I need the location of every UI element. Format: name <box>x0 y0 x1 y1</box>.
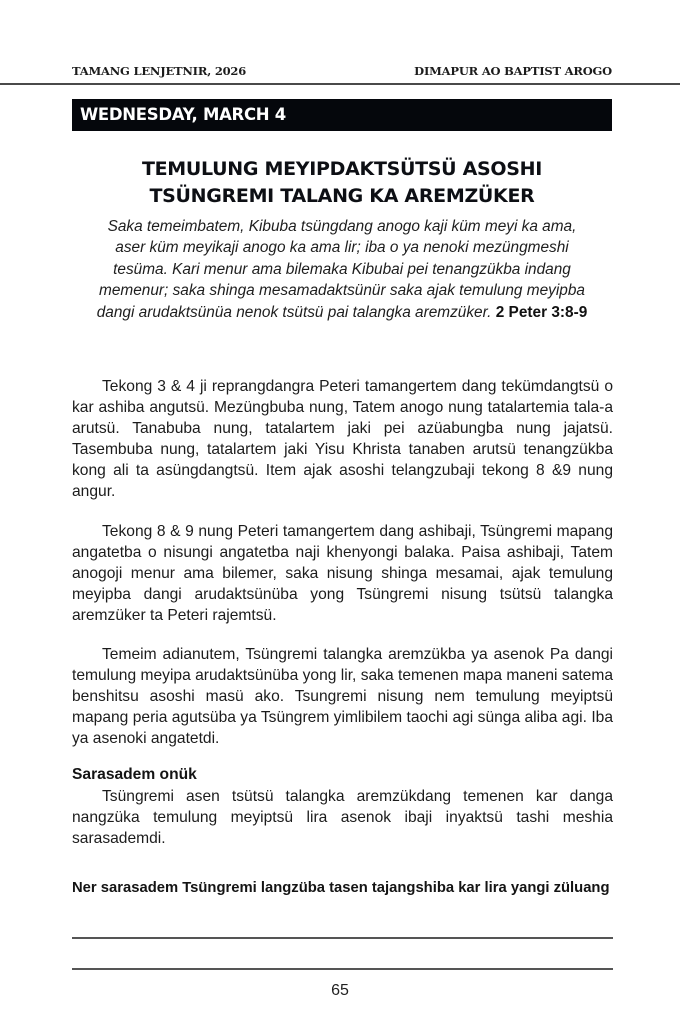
day-banner: WEDNESDAY, MARCH 4 <box>72 99 612 131</box>
running-header <box>72 64 612 78</box>
verse-reference: 2 Peter 3:8-9 <box>495 303 588 321</box>
paragraph-text: Tsüngremi asen tsütsü talangka aremzükdang temenen kar danga nangzüka temulung meyiptsü lira asenok ibaji inyaktsü tashi meshia sarasademdi. <box>72 788 613 847</box>
page-number: 65 <box>331 982 349 999</box>
header-rule <box>0 83 680 85</box>
write-in-line-1[interactable] <box>72 937 613 939</box>
body-paragraph-2 <box>72 522 613 627</box>
title-line-1: TEMULUNG MEYIPDAKTSÜTSÜ ASOSHI <box>141 158 543 180</box>
header-book-title: TAMANG LENJETNIR, 2026 <box>72 64 247 78</box>
paragraph-text: Tekong 3 & 4 ji reprangdangra Peteri tamangertem dang tekümdangtsü o kar ashiba angutsü. Mezüngbuba nung, Tatem anogo nung tatalartemia tala-a arutsü. Tanabuba nung, tatalartem jaki pei azüabungba nung jajatsü. Tasembuba nung, tatalartem jaki Yisu Khrista tanaben arutsü tenangzükba kong ali ta asüngdangtsü. Item ajak asoshi telangzubaji tekong 8 &9 nung angur. <box>72 378 613 500</box>
reflection-paragraph <box>72 787 613 850</box>
reflection-heading: Sarasadem onük <box>72 766 197 783</box>
scripture-verse <box>96 216 588 323</box>
header-church-name: DIMAPUR AO BAPTIST AROGO <box>414 64 612 78</box>
journal-prompt: Ner sarasadem Tsüngremi langzüba tasen tajangshiba kar lira yangi züluang <box>72 880 610 896</box>
body-paragraph-1 <box>72 377 613 502</box>
paragraph-text: Tekong 8 & 9 nung Peteri tamangertem dang ashibaji, Tsüngremi mapang angatetba o nisungi angatetba naji khenyongi balaka. Paisa ashibaji, Tatem anogoji menur ama bilemer, saka nisung shinga mesamai, ajak temulung meyipba dangi arudaktsünüba yong Tsüngremi nisung tsütsü talangka aremzüker ta Peteri rajemtsü. <box>72 523 613 624</box>
title-line-2: TSÜNGREMI TALANG KA AREMZÜKER <box>149 185 535 207</box>
devotion-title <box>72 156 612 210</box>
verse-text: Saka temeimbatem, Kibuba tsüngdang anogo kaji küm meyi ka ama, aser küm meyikaji anogo ka ama lir; iba o ya nenoki mezüngmeshi tesüma. Kari menur ama bilemaka Kibubai pei tenangzükba indang memenur; saka shinga mesamadaktsünür saka ajak temulung meyipba dangi arudaktsünüa nenok tsütsü pai talangka aremzüker. <box>96 218 585 321</box>
write-in-line-2[interactable] <box>72 968 613 970</box>
paragraph-text: Temeim adianutem, Tsüngremi talangka aremzükba ya asenok Pa dangi temulung meyipa arudaktsünüba yong lir, saka temenen mapa maneni satema benshitsu asoshi masü ako. Tsungremi nisung nem temulung meyiptsü mapang peria agutsüba ya Tsüngrem yimlibilem taochi agi sünga aliba agi. Iba ya asenoki angatetdi. <box>72 646 613 747</box>
body-paragraph-3 <box>72 645 613 750</box>
